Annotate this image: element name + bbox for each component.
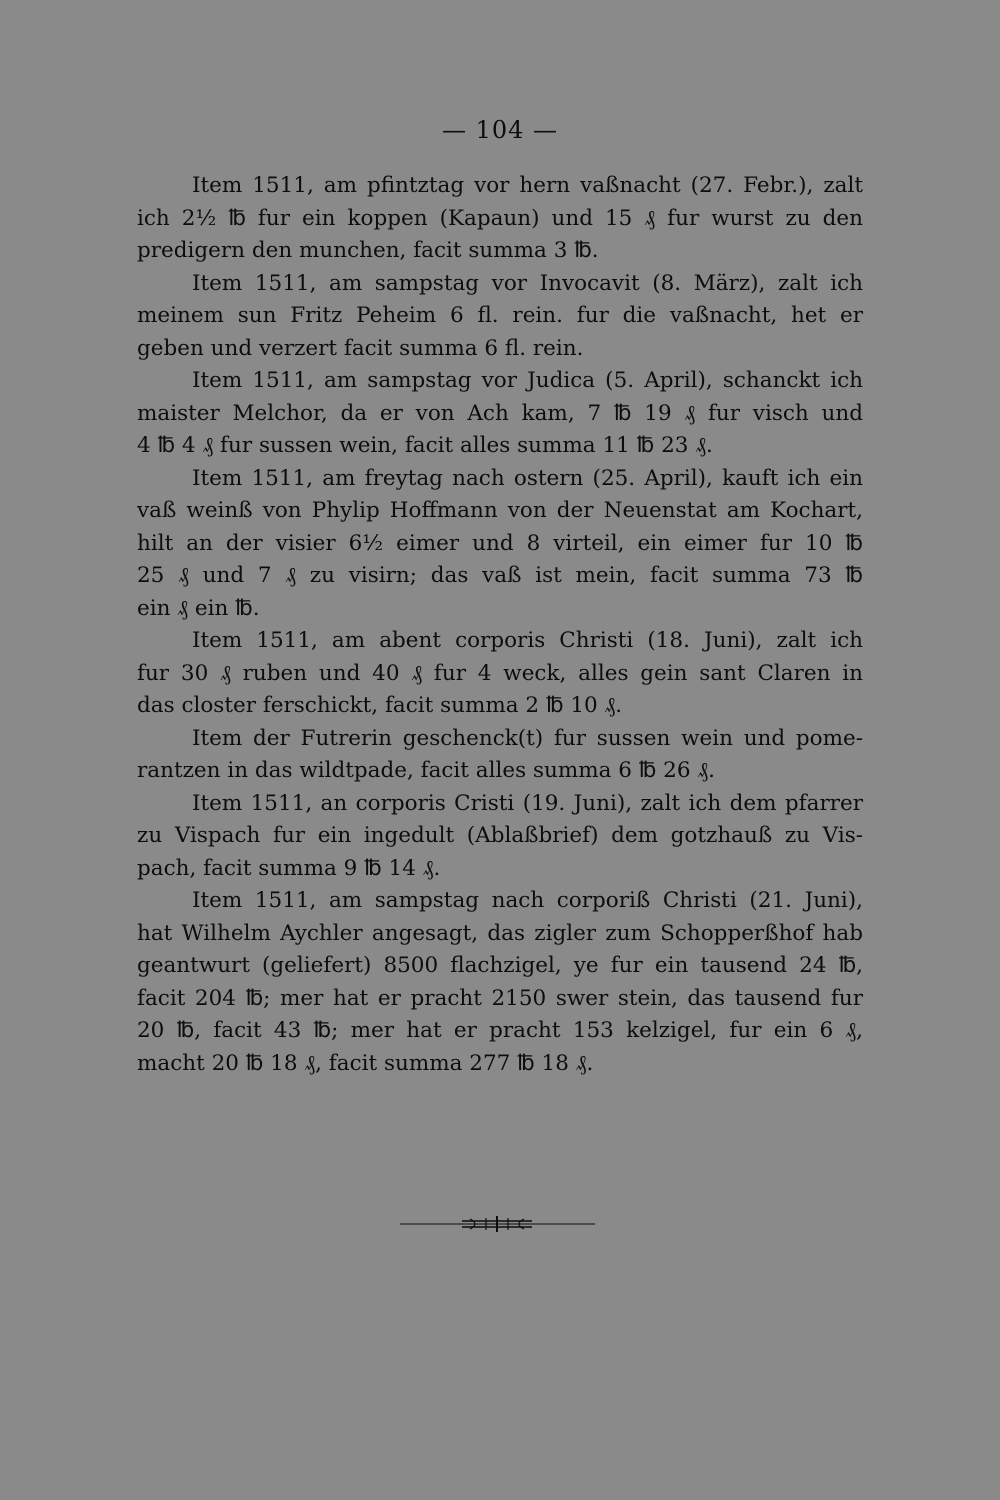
text-line: pach, facit summa 9 ℔ 14 ₰. [137,855,441,881]
text-line: macht 20 ℔ 18 ₰, facit summa 277 ℔ 18 ₰. [137,1050,594,1076]
text-line: 4 ℔ 4 ₰ fur sussen wein, facit alles summa 11 ℔ 23 ₰. [137,433,713,458]
text-line: facit 204 ℔; mer hat er pracht 2150 swer stein, das tausend fur [137,985,863,1011]
text-line: Item 1511, am pfintztag vor hern vaßnacht (27. Febr.), zalt [192,173,863,198]
text-line: das closter ferschickt, facit summa 2 ℔ 10 ₰. [137,693,623,718]
body-text [137,170,863,1080]
text-line: geantwurt (geliefert) 8500 flachzigel, ye fur ein tausend 24 ℔, [137,953,863,978]
text-line: Item der Futrerin geschenck(t) fur sussen wein und pome- [192,725,863,751]
text-line: rantzen in das wildtpade, facit alles summa 6 ℔ 26 ₰. [137,758,715,783]
text-line: Item 1511, an corporis Cristi (19. Juni), zalt ich dem pfarrer [192,790,863,816]
text-line: 20 ℔, facit 43 ℔; mer hat er pracht 153 kelzigel, fur ein 6 ₰, [137,1018,863,1043]
entry-7 [137,788,863,886]
text-line: hat Wilhelm Aychler angesagt, das zigler zum Schopperßhof hab [137,920,863,946]
text-line: meinem sun Fritz Peheim 6 fl. rein. fur die vaßnacht, het er [137,303,863,328]
text-line: Item 1511, am sampstag vor Judica (5. April), schanckt ich [192,368,863,393]
entry-3 [137,365,863,463]
text-line: maister Melchor, da er von Ach kam, 7 ℔ 19 ₰ fur visch und [137,400,863,426]
text-line: fur 30 ₰ ruben und 40 ₰ fur 4 weck, alles gein sant Claren in [137,660,863,686]
text-line: 25 ₰ und 7 ₰ zu visirn; das vaß ist mein, facit summa 73 ℔ [137,563,863,588]
entry-2 [137,268,863,366]
text-line: ich 2½ ℔ fur ein koppen (Kapaun) und 15 ₰ fur wurst zu den [137,205,863,231]
text-line: hilt an der visier 6½ eimer und 8 virteil, ein eimer fur 10 ℔ [137,530,863,556]
entry-8 [137,885,863,1080]
entry-1 [137,170,863,268]
text-line: ein ₰ ein ℔. [137,595,260,621]
entry-5 [137,625,863,723]
text-line: geben und verzert facit summa 6 fl. rein. [137,335,584,361]
text-line: predigern den munchen, facit summa 3 ℔. [137,238,599,263]
entry-6 [137,723,863,788]
page-number: — 104 — [441,116,559,144]
text-line: zu Vispach fur ein ingedult (Ablaßbrief) dem gotzhauß zu Vis- [137,823,863,848]
text-line: vaß weinß von Phylip Hoffmann von der Neuenstat am Kochart, [137,498,863,523]
ornament-divider [400,1212,595,1236]
text-line: Item 1511, am sampstag nach corporiß Christi (21. Juni), [192,888,863,913]
text-line: Item 1511, am abent corporis Christi (18. Juni), zalt ich [192,628,863,653]
text-line: Item 1511, am freytag nach ostern (25. April), kauft ich ein [192,465,863,491]
entry-4 [137,463,863,626]
text-line: Item 1511, am sampstag vor Invocavit (8. März), zalt ich [192,270,863,296]
